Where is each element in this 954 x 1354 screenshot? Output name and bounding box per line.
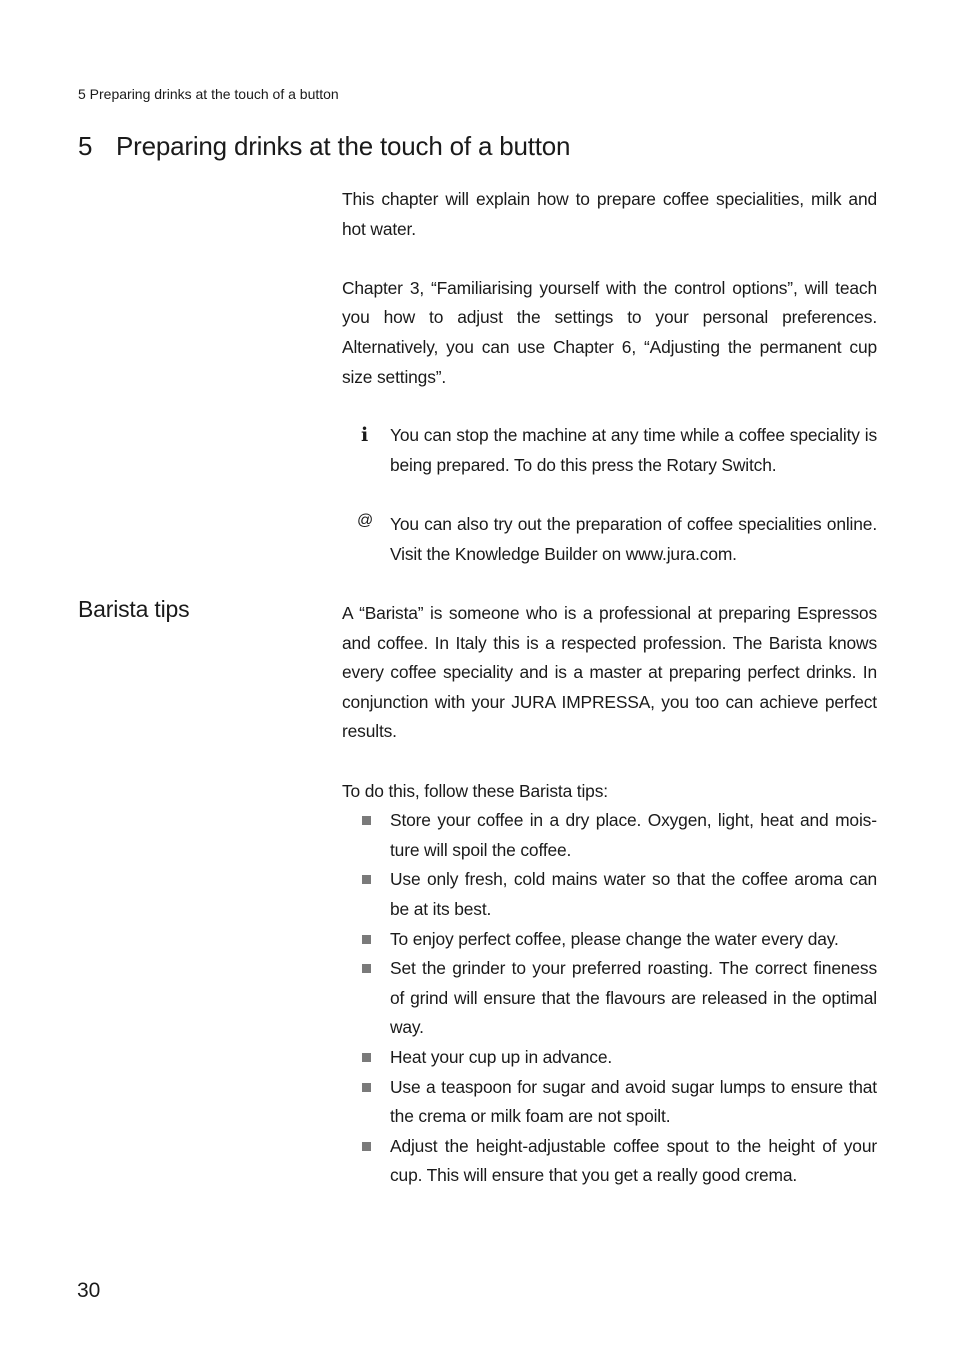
square-bullet-icon: [362, 1053, 371, 1062]
square-bullet-icon: [362, 816, 371, 825]
tip-text: Heat your cup up in advance.: [390, 1046, 613, 1067]
tip-text: To enjoy perfect coffee, please change the water every day.: [390, 928, 839, 949]
tip-text: Adjust the height-adjustable coffee spout to the height of your cup. This will ensure that you get a really good crema.: [390, 1135, 877, 1186]
note-online-text: You can also try out the preparation of coffee specialities online. Visit the Knowledge Builder on www.jura.com.: [390, 514, 877, 564]
square-bullet-icon: [362, 1142, 371, 1151]
list-item: [342, 1073, 877, 1132]
info-icon: i: [361, 424, 369, 446]
tip-text: Set the grinder to your preferred roasting. The correct fineness of grind will ensure that the flavours are released in the optimal way.: [390, 958, 877, 1038]
intro-section: [342, 185, 877, 392]
list-item: [342, 925, 877, 955]
barista-tips-heading: Barista tips: [78, 596, 190, 622]
list-item: [342, 865, 877, 924]
tip-text: Use a teaspoon for sugar and avoid sugar lumps to ensure that the crema or milk foam are not spoilt.: [390, 1076, 877, 1127]
barista-tips-list: [342, 806, 877, 1191]
intro-paragraph-2: Chapter 3, “Familiarising yourself with the control options”, will teach you how to adjust the settings to your personal preferences. Alternatively, you can use Chapter 6, “Adjusting the permanent cup size settings”.: [342, 277, 877, 387]
note-info: [342, 421, 877, 480]
note-online: [342, 510, 877, 569]
chapter-title: [78, 131, 570, 162]
square-bullet-icon: [362, 1083, 371, 1092]
tip-text: Use only fresh, cold mains water so that the coffee aroma can be at its best.: [390, 869, 877, 919]
barista-paragraph-1: A “Barista” is someone who is a professional at preparing Espressos and coffee. In Italy this is a respected profession. The Barista knows every coffee speciality and is a master at preparing perfect drinks. In conjunction with your JURA IMPRESSA, you too can achieve perfect results.: [342, 603, 877, 742]
square-bullet-icon: [362, 964, 371, 973]
list-item: [342, 806, 877, 865]
page-number: 30: [77, 1279, 101, 1302]
running-header: 5 Preparing drinks at the touch of a button: [78, 86, 339, 102]
note-info-text: You can stop the machine at any time while a coffee speciality is being prepared. To do this press the Rotary Switch.: [390, 425, 877, 475]
chapter-number: 5: [78, 131, 93, 161]
square-bullet-icon: [362, 935, 371, 944]
at-icon: @: [357, 512, 374, 529]
list-item: [342, 1043, 877, 1073]
square-bullet-icon: [362, 875, 371, 884]
barista-section: [342, 599, 877, 1191]
intro-paragraph-1: This chapter will explain how to prepare coffee specialities, milk and hot water.: [342, 189, 877, 239]
tip-text: Store your coffee in a dry place. Oxygen, light, heat and moisture will spoil the coffee.: [390, 810, 877, 860]
barista-paragraph-2: To do this, follow these Barista tips:: [342, 780, 608, 801]
chapter-title-text: Preparing drinks at the touch of a button: [116, 131, 571, 161]
list-item: [342, 1132, 877, 1191]
list-item: [342, 954, 877, 1043]
